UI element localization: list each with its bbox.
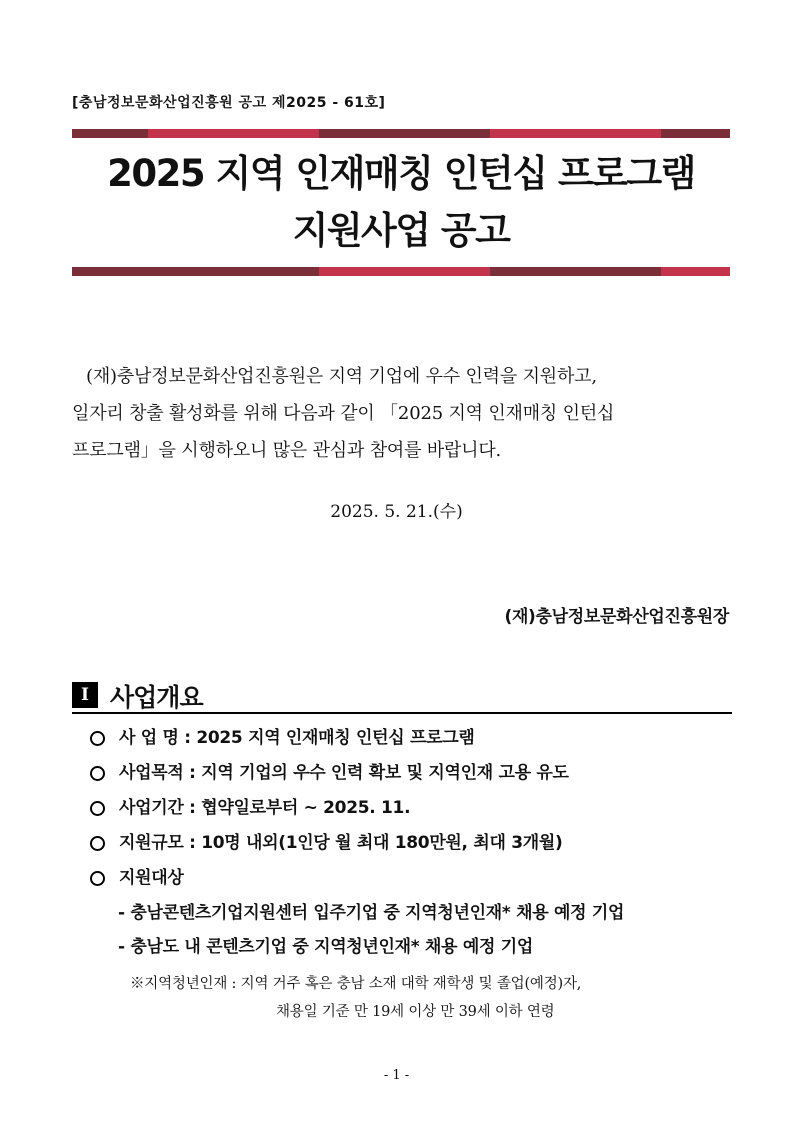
item-project-name: 사 업 명 : 2025 지역 인재매칭 인턴십 프로그램	[119, 728, 475, 748]
list-item	[90, 862, 750, 897]
title-line-1: 2025 지역 인재매칭 인턴십 프로그램	[107, 152, 695, 195]
footnote	[130, 970, 581, 1026]
item-target: 지원대상	[119, 868, 184, 888]
intro-line-1: (재)충남정보문화산업진흥원은 지역 기업에 우수 인력을 지원하고,	[86, 366, 597, 387]
circle-bullet-icon	[90, 836, 105, 851]
item-scale: 지원규모 : 10명 내외(1인당 월 최대 180만원, 최대 3개월)	[119, 833, 563, 853]
circle-bullet-icon	[90, 731, 105, 746]
list-item	[90, 827, 750, 862]
section-header	[72, 678, 732, 714]
item-period: 사업기간 : 협약일로부터 ~ 2025. 11.	[119, 798, 411, 818]
bottom-decorative-bar	[72, 267, 730, 276]
top-decorative-bar	[72, 129, 730, 138]
title-line-2: 지원사업 공고	[292, 209, 510, 252]
intro-line-3: 프로그램」을 시행하오니 많은 관심과 참여를 바랍니다.	[72, 440, 502, 461]
target-1: - 충남콘텐츠기업지원센터 입주기업 중 지역청년인재* 채용 예정 기업	[118, 903, 625, 923]
intro-paragraph	[72, 358, 732, 469]
page-number: - 1 -	[383, 1068, 410, 1083]
intro-line-2: 일자리 창출 활성화를 위해 다음과 같이 「2025 지역 인재매칭 인턴십	[72, 403, 615, 424]
section-number-badge: I	[72, 682, 98, 708]
overview-list	[90, 722, 750, 965]
announcement-date: 2025. 5. 21.(수)	[330, 502, 463, 522]
issuer-name: (재)충남정보문화산업진흥원장	[504, 607, 729, 627]
target-2: - 충남도 내 콘텐츠기업 중 지역청년인재* 채용 예정 기업	[118, 937, 533, 957]
list-item	[90, 722, 750, 757]
footnote-line-2: 채용일 기준 만 19세 이상 만 39세 이하 연령	[276, 1004, 555, 1020]
circle-bullet-icon	[90, 766, 105, 781]
list-item	[90, 792, 750, 827]
target-sub-item	[90, 931, 750, 965]
section-title: 사업개요	[110, 683, 203, 712]
circle-bullet-icon	[90, 871, 105, 886]
target-sub-item	[90, 897, 750, 931]
footnote-line-1: ※지역청년인재 : 지역 거주 혹은 충남 소재 대학 재학생 및 졸업(예정)자,	[130, 976, 582, 992]
notice-number: [충남정보문화산업진흥원 공고 제2025 - 61호]	[72, 95, 386, 111]
list-item	[90, 757, 750, 792]
item-purpose: 사업목적 : 지역 기업의 우수 인력 확보 및 지역인재 고용 유도	[119, 763, 569, 783]
circle-bullet-icon	[90, 801, 105, 816]
